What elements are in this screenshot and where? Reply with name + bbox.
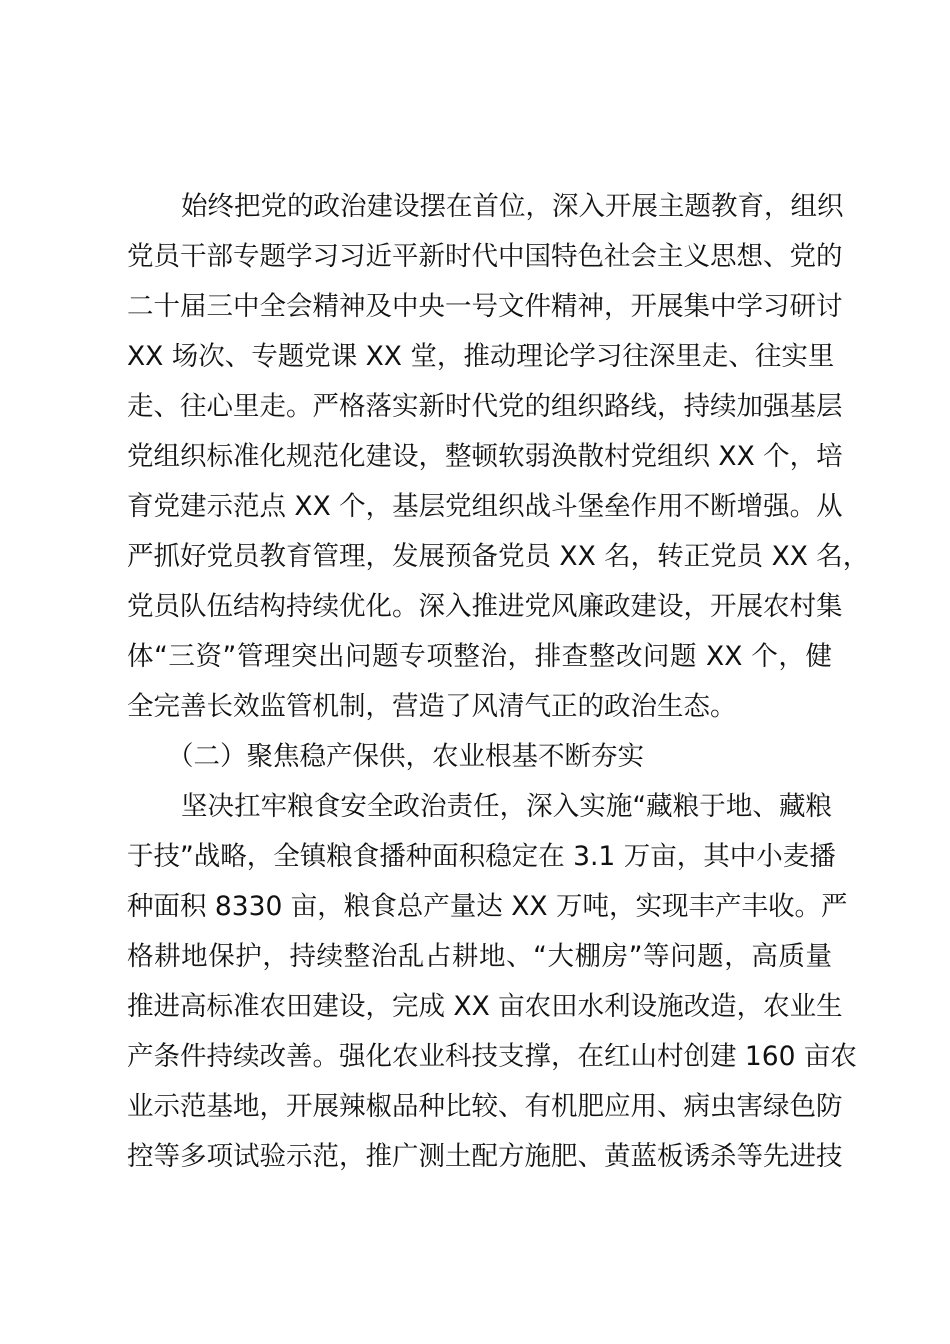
- text-line: 体“三资”管理突出问题专项整治，排查整改问题 XX 个，健: [127, 641, 832, 672]
- text-line: 育党建示范点 XX 个，基层党组织战斗堡垒作用不断增强。从: [127, 491, 843, 522]
- text-line: 于技”战略，全镇粮食播种面积稳定在 3.1 万亩，其中小麦播: [127, 841, 836, 872]
- text-line: 产条件持续改善。强化农业科技支撑，在红山村创建 160 亩农: [127, 1041, 857, 1072]
- document-page: [127, 182, 870, 1182]
- text-line: 党组织标准化规范化建设，整顿软弱涣散村党组织 XX 个，培: [127, 441, 843, 472]
- text-line: 党员队伍结构持续优化。深入推进党风廉政建设，开展农村集: [127, 591, 843, 622]
- text-line: 全完善长效监管机制，营造了风清气正的政治生态。: [127, 691, 737, 722]
- text-line: 严抓好党员教育管理，发展预备党员 XX 名，转正党员 XX 名，: [127, 541, 870, 572]
- text-line: 推进高标准农田建设，完成 XX 亩农田水利设施改造，农业生: [127, 991, 843, 1022]
- text-line: 始终把党的政治建设摆在首位，深入开展主题教育，组织: [181, 191, 844, 222]
- text-line: 党员干部专题学习习近平新时代中国特色社会主义思想、党的: [127, 241, 843, 272]
- text-line: XX 场次、专题党课 XX 堂，推动理论学习往深里走、往实里: [127, 341, 835, 372]
- paragraph-agriculture: [127, 782, 857, 1182]
- text-line: 种面积 8330 亩，粮食总产量达 XX 万吨，实现丰产丰收。严: [127, 891, 848, 922]
- text-line: 二十届三中全会精神及中央一号文件精神，开展集中学习研讨: [127, 291, 843, 322]
- text-line: 控等多项试验示范，推广测土配方施肥、黄蓝板诱杀等先进技: [127, 1141, 843, 1172]
- text-line: 业示范基地，开展辣椒品种比较、有机肥应用、病虫害绿色防: [127, 1091, 843, 1122]
- paragraph-party-building: [127, 182, 870, 732]
- text-line: 走、往心里走。严格落实新时代党的组织路线，持续加强基层: [127, 391, 843, 422]
- section-heading: （二）聚焦稳产保供，农业根基不断夯实: [167, 741, 644, 772]
- text-line: 坚决扛牢粮食安全政治责任，深入实施“藏粮于地、藏粮: [181, 791, 832, 822]
- text-line: 格耕地保护，持续整治乱占耕地、“大棚房”等问题，高质量: [127, 941, 832, 972]
